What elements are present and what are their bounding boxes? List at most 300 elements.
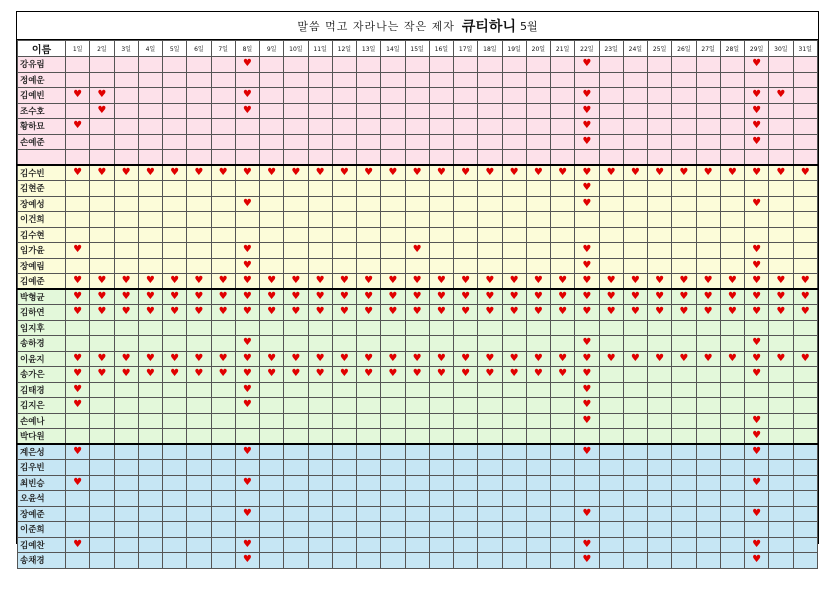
day-cell[interactable] <box>454 553 478 569</box>
day-cell[interactable] <box>187 506 211 522</box>
day-cell[interactable] <box>672 367 696 383</box>
day-cell[interactable] <box>284 243 308 259</box>
heart-icon[interactable]: ♥ <box>114 165 138 181</box>
day-cell[interactable] <box>284 320 308 336</box>
day-cell[interactable] <box>672 57 696 73</box>
day-cell[interactable] <box>720 72 744 88</box>
heart-icon[interactable]: ♥ <box>696 274 720 290</box>
day-cell[interactable] <box>163 88 187 104</box>
day-cell[interactable] <box>696 88 720 104</box>
day-cell[interactable] <box>623 181 647 197</box>
day-cell[interactable] <box>187 382 211 398</box>
day-cell[interactable] <box>526 413 550 429</box>
heart-icon[interactable]: ♥ <box>163 274 187 290</box>
heart-icon[interactable]: ♥ <box>599 305 623 321</box>
day-cell[interactable] <box>405 88 429 104</box>
heart-icon[interactable]: ♥ <box>793 305 818 321</box>
day-cell[interactable] <box>502 320 526 336</box>
day-cell[interactable] <box>429 398 453 414</box>
heart-icon[interactable]: ♥ <box>672 165 696 181</box>
day-cell[interactable] <box>163 243 187 259</box>
day-cell[interactable] <box>211 88 235 104</box>
day-cell[interactable] <box>696 119 720 135</box>
day-cell[interactable] <box>211 460 235 476</box>
day-cell[interactable] <box>90 460 114 476</box>
day-cell[interactable] <box>454 537 478 553</box>
day-cell[interactable] <box>429 537 453 553</box>
day-cell[interactable] <box>454 460 478 476</box>
day-cell[interactable] <box>551 460 575 476</box>
day-cell[interactable] <box>284 537 308 553</box>
heart-icon[interactable]: ♥ <box>187 165 211 181</box>
day-cell[interactable] <box>381 119 405 135</box>
day-cell[interactable] <box>405 491 429 507</box>
heart-icon[interactable]: ♥ <box>648 305 672 321</box>
day-cell[interactable] <box>720 150 744 166</box>
day-cell[interactable] <box>260 212 284 228</box>
day-cell[interactable] <box>793 181 818 197</box>
heart-icon[interactable]: ♥ <box>405 367 429 383</box>
day-cell[interactable] <box>66 181 90 197</box>
heart-icon[interactable]: ♥ <box>526 367 550 383</box>
day-cell[interactable] <box>90 475 114 491</box>
heart-icon[interactable]: ♥ <box>696 165 720 181</box>
day-cell[interactable] <box>163 134 187 150</box>
day-cell[interactable] <box>90 382 114 398</box>
day-cell[interactable] <box>429 444 453 460</box>
day-cell[interactable] <box>623 475 647 491</box>
day-cell[interactable] <box>211 429 235 445</box>
day-cell[interactable] <box>551 227 575 243</box>
day-cell[interactable] <box>357 413 381 429</box>
day-cell[interactable] <box>357 336 381 352</box>
day-cell[interactable] <box>284 444 308 460</box>
day-cell[interactable] <box>381 181 405 197</box>
day-cell[interactable] <box>332 320 356 336</box>
day-cell[interactable] <box>672 460 696 476</box>
day-cell[interactable] <box>429 88 453 104</box>
day-cell[interactable] <box>793 57 818 73</box>
day-cell[interactable] <box>575 460 599 476</box>
day-cell[interactable] <box>308 336 332 352</box>
heart-icon[interactable]: ♥ <box>114 351 138 367</box>
day-cell[interactable] <box>260 382 284 398</box>
heart-icon[interactable]: ♥ <box>138 274 162 290</box>
heart-icon[interactable]: ♥ <box>332 165 356 181</box>
day-cell[interactable] <box>551 212 575 228</box>
day-cell[interactable] <box>66 212 90 228</box>
day-cell[interactable] <box>381 537 405 553</box>
day-cell[interactable] <box>429 460 453 476</box>
day-cell[interactable] <box>357 227 381 243</box>
day-cell[interactable] <box>138 460 162 476</box>
day-cell[interactable] <box>769 320 793 336</box>
day-cell[interactable] <box>672 258 696 274</box>
day-cell[interactable] <box>90 134 114 150</box>
heart-icon[interactable]: ♥ <box>526 165 550 181</box>
day-cell[interactable] <box>114 320 138 336</box>
day-cell[interactable] <box>769 212 793 228</box>
heart-icon[interactable]: ♥ <box>381 305 405 321</box>
heart-icon[interactable]: ♥ <box>623 351 647 367</box>
day-cell[interactable] <box>575 150 599 166</box>
day-cell[interactable] <box>623 413 647 429</box>
heart-icon[interactable]: ♥ <box>745 88 769 104</box>
day-cell[interactable] <box>720 196 744 212</box>
day-cell[interactable] <box>502 537 526 553</box>
day-cell[interactable] <box>623 150 647 166</box>
day-cell[interactable] <box>357 196 381 212</box>
day-cell[interactable] <box>187 413 211 429</box>
heart-icon[interactable]: ♥ <box>575 413 599 429</box>
heart-icon[interactable]: ♥ <box>66 398 90 414</box>
heart-icon[interactable]: ♥ <box>502 274 526 290</box>
day-cell[interactable] <box>599 196 623 212</box>
day-cell[interactable] <box>454 57 478 73</box>
heart-icon[interactable]: ♥ <box>745 506 769 522</box>
day-cell[interactable] <box>672 320 696 336</box>
day-cell[interactable] <box>599 103 623 119</box>
heart-icon[interactable]: ♥ <box>235 165 259 181</box>
heart-icon[interactable]: ♥ <box>90 103 114 119</box>
day-cell[interactable] <box>429 491 453 507</box>
heart-icon[interactable]: ♥ <box>575 196 599 212</box>
day-cell[interactable] <box>599 506 623 522</box>
day-cell[interactable] <box>454 72 478 88</box>
day-cell[interactable] <box>114 212 138 228</box>
day-cell[interactable] <box>308 491 332 507</box>
day-cell[interactable] <box>90 413 114 429</box>
day-cell[interactable] <box>429 72 453 88</box>
heart-icon[interactable]: ♥ <box>745 429 769 445</box>
heart-icon[interactable]: ♥ <box>357 305 381 321</box>
day-cell[interactable] <box>793 522 818 538</box>
day-cell[interactable] <box>623 491 647 507</box>
day-cell[interactable] <box>163 491 187 507</box>
day-cell[interactable] <box>502 413 526 429</box>
day-cell[interactable] <box>599 134 623 150</box>
heart-icon[interactable]: ♥ <box>575 506 599 522</box>
heart-icon[interactable]: ♥ <box>478 289 502 305</box>
day-cell[interactable] <box>720 243 744 259</box>
day-cell[interactable] <box>696 212 720 228</box>
day-cell[interactable] <box>308 398 332 414</box>
day-cell[interactable] <box>211 150 235 166</box>
day-cell[interactable] <box>599 258 623 274</box>
day-cell[interactable] <box>357 243 381 259</box>
day-cell[interactable] <box>526 119 550 135</box>
day-cell[interactable] <box>599 522 623 538</box>
day-cell[interactable] <box>357 212 381 228</box>
day-cell[interactable] <box>381 460 405 476</box>
heart-icon[interactable]: ♥ <box>114 289 138 305</box>
day-cell[interactable] <box>599 181 623 197</box>
day-cell[interactable] <box>138 444 162 460</box>
heart-icon[interactable]: ♥ <box>235 336 259 352</box>
day-cell[interactable] <box>163 382 187 398</box>
day-cell[interactable] <box>551 150 575 166</box>
heart-icon[interactable]: ♥ <box>357 367 381 383</box>
day-cell[interactable] <box>720 181 744 197</box>
day-cell[interactable] <box>357 398 381 414</box>
day-cell[interactable] <box>66 506 90 522</box>
day-cell[interactable] <box>308 320 332 336</box>
day-cell[interactable] <box>478 243 502 259</box>
day-cell[interactable] <box>211 243 235 259</box>
day-cell[interactable] <box>260 119 284 135</box>
day-cell[interactable] <box>526 72 550 88</box>
day-cell[interactable] <box>284 88 308 104</box>
day-cell[interactable] <box>405 258 429 274</box>
day-cell[interactable] <box>769 460 793 476</box>
day-cell[interactable] <box>454 196 478 212</box>
day-cell[interactable] <box>526 398 550 414</box>
day-cell[interactable] <box>332 103 356 119</box>
day-cell[interactable] <box>526 506 550 522</box>
heart-icon[interactable]: ♥ <box>405 165 429 181</box>
heart-icon[interactable]: ♥ <box>720 305 744 321</box>
day-cell[interactable] <box>405 537 429 553</box>
day-cell[interactable] <box>308 196 332 212</box>
day-cell[interactable] <box>211 475 235 491</box>
day-cell[interactable] <box>526 444 550 460</box>
day-cell[interactable] <box>260 506 284 522</box>
day-cell[interactable] <box>114 553 138 569</box>
day-cell[interactable] <box>526 537 550 553</box>
heart-icon[interactable]: ♥ <box>235 88 259 104</box>
day-cell[interactable] <box>478 553 502 569</box>
day-cell[interactable] <box>623 196 647 212</box>
day-cell[interactable] <box>381 243 405 259</box>
day-cell[interactable] <box>405 134 429 150</box>
day-cell[interactable] <box>769 181 793 197</box>
day-cell[interactable] <box>211 382 235 398</box>
day-cell[interactable] <box>429 553 453 569</box>
day-cell[interactable] <box>381 150 405 166</box>
day-cell[interactable] <box>308 150 332 166</box>
day-cell[interactable] <box>381 553 405 569</box>
day-cell[interactable] <box>163 196 187 212</box>
heart-icon[interactable]: ♥ <box>187 351 211 367</box>
heart-icon[interactable]: ♥ <box>769 274 793 290</box>
heart-icon[interactable]: ♥ <box>66 119 90 135</box>
heart-icon[interactable]: ♥ <box>90 289 114 305</box>
day-cell[interactable] <box>672 475 696 491</box>
heart-icon[interactable]: ♥ <box>308 351 332 367</box>
day-cell[interactable] <box>211 57 235 73</box>
day-cell[interactable] <box>260 227 284 243</box>
day-cell[interactable] <box>720 444 744 460</box>
heart-icon[interactable]: ♥ <box>745 553 769 569</box>
day-cell[interactable] <box>66 57 90 73</box>
day-cell[interactable] <box>551 413 575 429</box>
day-cell[interactable] <box>429 243 453 259</box>
heart-icon[interactable]: ♥ <box>478 305 502 321</box>
day-cell[interactable] <box>623 119 647 135</box>
heart-icon[interactable]: ♥ <box>66 351 90 367</box>
heart-icon[interactable]: ♥ <box>526 351 550 367</box>
day-cell[interactable] <box>235 119 259 135</box>
day-cell[interactable] <box>405 413 429 429</box>
heart-icon[interactable]: ♥ <box>454 305 478 321</box>
day-cell[interactable] <box>163 320 187 336</box>
day-cell[interactable] <box>211 491 235 507</box>
day-cell[interactable] <box>478 506 502 522</box>
day-cell[interactable] <box>429 134 453 150</box>
day-cell[interactable] <box>187 57 211 73</box>
day-cell[interactable] <box>357 258 381 274</box>
day-cell[interactable] <box>90 537 114 553</box>
day-cell[interactable] <box>454 382 478 398</box>
day-cell[interactable] <box>599 382 623 398</box>
day-cell[interactable] <box>187 212 211 228</box>
heart-icon[interactable]: ♥ <box>745 258 769 274</box>
day-cell[interactable] <box>793 88 818 104</box>
day-cell[interactable] <box>332 72 356 88</box>
day-cell[interactable] <box>284 491 308 507</box>
day-cell[interactable] <box>502 72 526 88</box>
heart-icon[interactable]: ♥ <box>599 165 623 181</box>
day-cell[interactable] <box>769 119 793 135</box>
day-cell[interactable] <box>502 258 526 274</box>
day-cell[interactable] <box>793 103 818 119</box>
day-cell[interactable] <box>284 227 308 243</box>
day-cell[interactable] <box>648 553 672 569</box>
day-cell[interactable] <box>599 88 623 104</box>
heart-icon[interactable]: ♥ <box>211 305 235 321</box>
day-cell[interactable] <box>696 444 720 460</box>
day-cell[interactable] <box>308 413 332 429</box>
day-cell[interactable] <box>260 181 284 197</box>
day-cell[interactable] <box>381 398 405 414</box>
day-cell[interactable] <box>551 88 575 104</box>
day-cell[interactable] <box>357 475 381 491</box>
day-cell[interactable] <box>405 150 429 166</box>
day-cell[interactable] <box>163 103 187 119</box>
day-cell[interactable] <box>235 413 259 429</box>
day-cell[interactable] <box>454 491 478 507</box>
day-cell[interactable] <box>308 134 332 150</box>
day-cell[interactable] <box>308 72 332 88</box>
day-cell[interactable] <box>114 398 138 414</box>
day-cell[interactable] <box>793 429 818 445</box>
heart-icon[interactable]: ♥ <box>648 289 672 305</box>
heart-icon[interactable]: ♥ <box>454 165 478 181</box>
day-cell[interactable] <box>163 522 187 538</box>
day-cell[interactable] <box>260 134 284 150</box>
day-cell[interactable] <box>114 429 138 445</box>
day-cell[interactable] <box>405 181 429 197</box>
day-cell[interactable] <box>672 336 696 352</box>
day-cell[interactable] <box>163 150 187 166</box>
heart-icon[interactable]: ♥ <box>623 165 647 181</box>
day-cell[interactable] <box>454 103 478 119</box>
day-cell[interactable] <box>429 119 453 135</box>
day-cell[interactable] <box>405 227 429 243</box>
heart-icon[interactable]: ♥ <box>308 274 332 290</box>
day-cell[interactable] <box>551 475 575 491</box>
heart-icon[interactable]: ♥ <box>235 57 259 73</box>
heart-icon[interactable]: ♥ <box>745 289 769 305</box>
heart-icon[interactable]: ♥ <box>211 165 235 181</box>
day-cell[interactable] <box>357 382 381 398</box>
heart-icon[interactable]: ♥ <box>235 506 259 522</box>
day-cell[interactable] <box>648 429 672 445</box>
day-cell[interactable] <box>66 413 90 429</box>
day-cell[interactable] <box>332 429 356 445</box>
day-cell[interactable] <box>551 258 575 274</box>
day-cell[interactable] <box>551 382 575 398</box>
heart-icon[interactable]: ♥ <box>623 289 647 305</box>
heart-icon[interactable]: ♥ <box>575 181 599 197</box>
day-cell[interactable] <box>429 57 453 73</box>
day-cell[interactable] <box>114 57 138 73</box>
day-cell[interactable] <box>163 336 187 352</box>
heart-icon[interactable]: ♥ <box>260 367 284 383</box>
day-cell[interactable] <box>769 72 793 88</box>
heart-icon[interactable]: ♥ <box>235 274 259 290</box>
day-cell[interactable] <box>332 119 356 135</box>
heart-icon[interactable]: ♥ <box>357 165 381 181</box>
day-cell[interactable] <box>672 382 696 398</box>
day-cell[interactable] <box>211 103 235 119</box>
day-cell[interactable] <box>502 196 526 212</box>
heart-icon[interactable]: ♥ <box>138 165 162 181</box>
day-cell[interactable] <box>696 196 720 212</box>
heart-icon[interactable]: ♥ <box>284 305 308 321</box>
day-cell[interactable] <box>381 382 405 398</box>
heart-icon[interactable]: ♥ <box>381 274 405 290</box>
day-cell[interactable] <box>648 491 672 507</box>
heart-icon[interactable]: ♥ <box>648 165 672 181</box>
day-cell[interactable] <box>720 475 744 491</box>
day-cell[interactable] <box>478 258 502 274</box>
heart-icon[interactable]: ♥ <box>235 196 259 212</box>
day-cell[interactable] <box>769 475 793 491</box>
day-cell[interactable] <box>138 196 162 212</box>
day-cell[interactable] <box>211 134 235 150</box>
day-cell[interactable] <box>357 537 381 553</box>
heart-icon[interactable]: ♥ <box>672 305 696 321</box>
day-cell[interactable] <box>672 212 696 228</box>
day-cell[interactable] <box>163 429 187 445</box>
day-cell[interactable] <box>66 72 90 88</box>
day-cell[interactable] <box>429 506 453 522</box>
day-cell[interactable] <box>260 88 284 104</box>
day-cell[interactable] <box>429 336 453 352</box>
day-cell[interactable] <box>284 103 308 119</box>
heart-icon[interactable]: ♥ <box>599 289 623 305</box>
day-cell[interactable] <box>138 103 162 119</box>
heart-icon[interactable]: ♥ <box>575 134 599 150</box>
heart-icon[interactable]: ♥ <box>381 289 405 305</box>
day-cell[interactable] <box>357 553 381 569</box>
day-cell[interactable] <box>696 429 720 445</box>
day-cell[interactable] <box>696 522 720 538</box>
day-cell[interactable] <box>138 227 162 243</box>
day-cell[interactable] <box>648 57 672 73</box>
day-cell[interactable] <box>454 258 478 274</box>
day-cell[interactable] <box>454 181 478 197</box>
heart-icon[interactable]: ♥ <box>575 57 599 73</box>
day-cell[interactable] <box>454 134 478 150</box>
day-cell[interactable] <box>793 212 818 228</box>
day-cell[interactable] <box>284 413 308 429</box>
day-cell[interactable] <box>284 398 308 414</box>
day-cell[interactable] <box>672 150 696 166</box>
day-cell[interactable] <box>332 413 356 429</box>
day-cell[interactable] <box>648 227 672 243</box>
